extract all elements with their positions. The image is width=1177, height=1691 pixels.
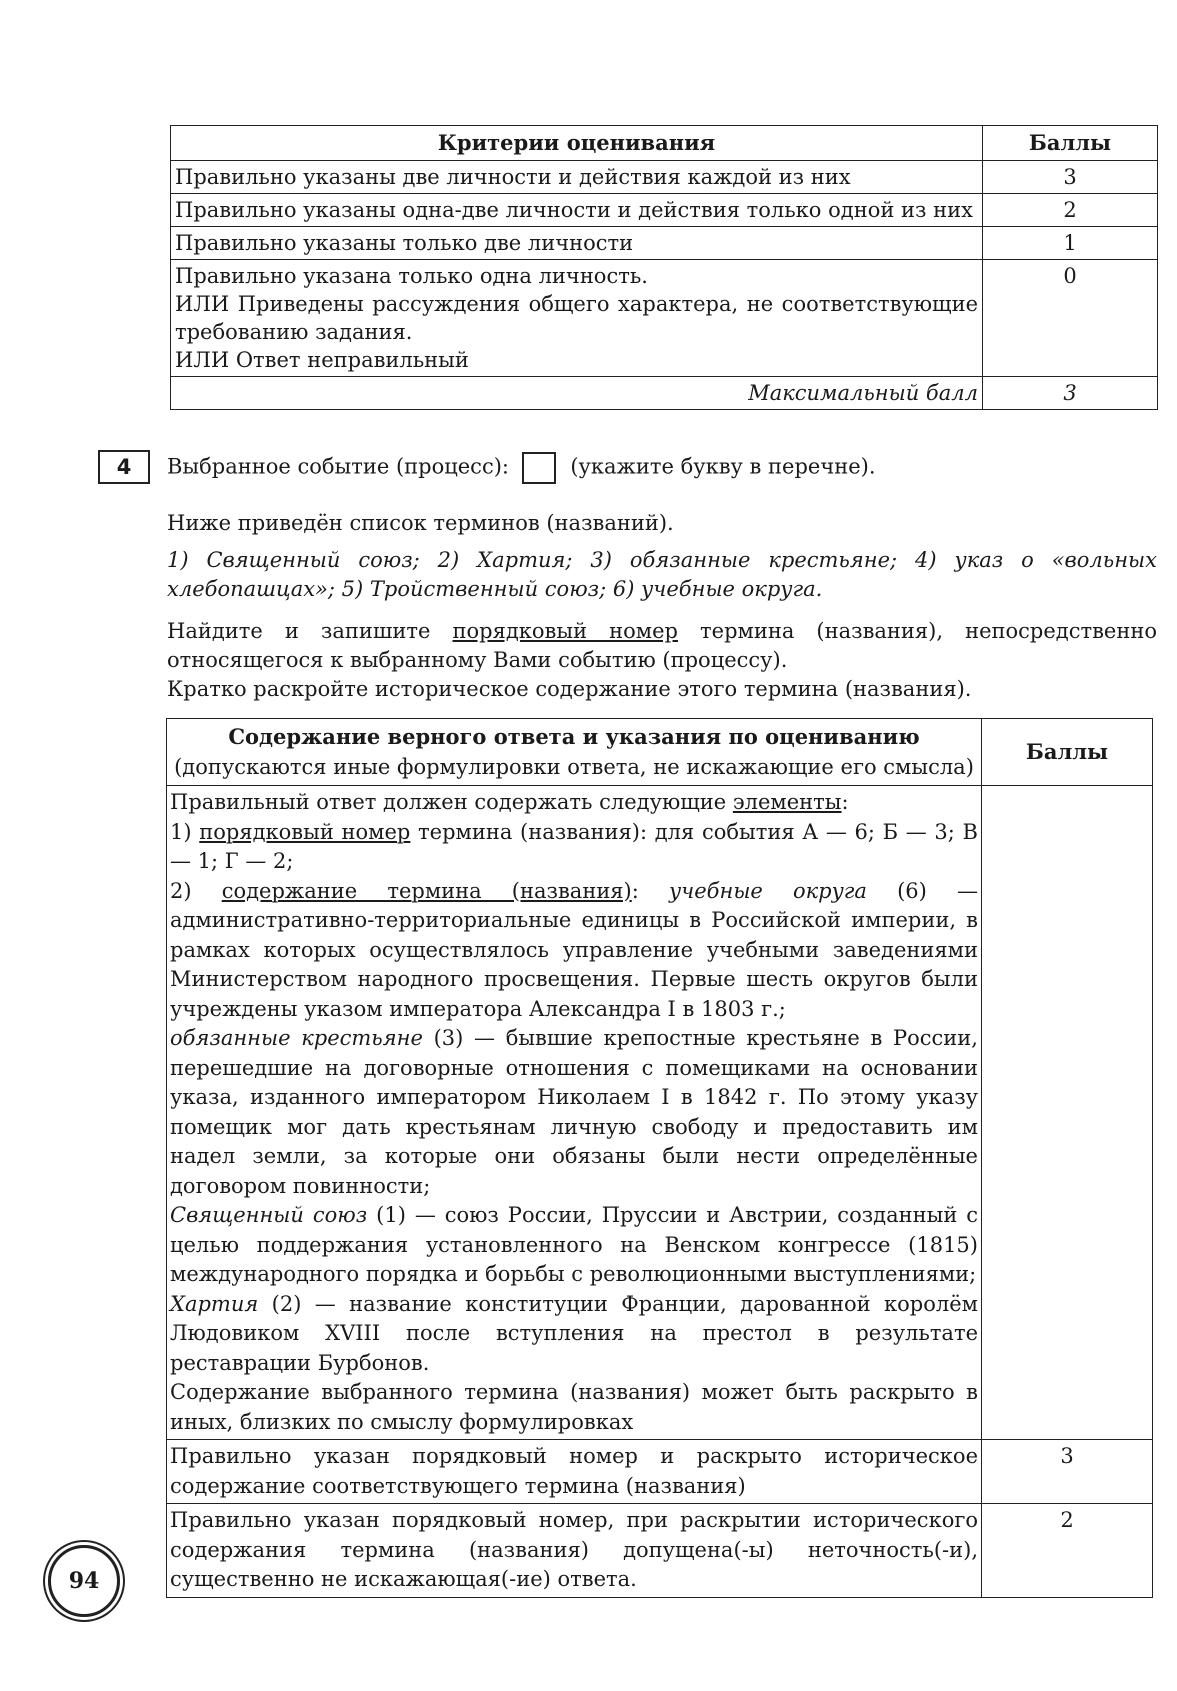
term-text: (6) — административно-территориальные единицы в Российской империи, в рамках которых осуществлялось управление учебными заведениями Министерством народного просвещения. Первые шесть округов были учреждены указом императора Александра I в 1803 г.; [170,878,979,1021]
criteria-row [171,260,1158,377]
scoring-row [167,1504,1153,1598]
criteria-row [171,227,1158,260]
task-number-box: 4 [98,450,150,484]
item-colon: : [631,878,639,903]
term-name: Хартия [170,1291,259,1316]
term-text: (3) — бывшие крепостные крестьяне в России, перешедшие на договорные отношения с помещиками на основании указа, изданного императором Николаем I в 1842 г. По этому указу помещик мог дать крестьянам личную свободу и предоставить им надел земли, за которые они обязаны были нести определённые договором повинности; [170,1026,978,1198]
scoring-text: Правильно указан порядковый номер, при раскрытии исторического содержания термина (названия) допущена(-ы) неточность(-и), существенно не искажающая(-ие) ответа. [167,1504,982,1598]
answer-content [167,786,982,1440]
scoring-text: Правильно указан порядковый номер и раскрыто историческое содержание соответствующего термина (названия) [167,1440,982,1504]
answer-content-points [982,786,1153,1440]
term-definition [170,1290,978,1379]
max-score-label: Максимальный балл [171,377,983,410]
criteria-header: Критерии оценивания [171,126,983,161]
points-header: Баллы [983,126,1158,161]
item-text: термина (названия): для события А — 6; Б — 3; В — 1; Г — 2; [170,819,978,873]
item-number: 2) [170,878,192,903]
answer-points-header: Баллы [982,719,1153,786]
scoring-row [167,1440,1153,1504]
term-definition [170,1201,978,1290]
answer-intro [170,788,978,818]
selected-event-hint: (укажите букву в перечне). [570,454,876,479]
selected-event-line [167,452,1157,484]
event-letter-box[interactable] [522,452,556,484]
term-name: учебные округа [669,878,867,903]
criteria-row [171,161,1158,194]
scoring-points: 2 [982,1504,1153,1598]
terms-list: 1) Священный союз; 2) Хартия; 3) обязанные крестьяне; 4) указ о «вольных хлебопашцах»; 5) Тройственный союз; 6) учебные округа. [167,548,1157,601]
criteria-points: 1 [983,227,1158,260]
page-number: 94 [48,1545,120,1617]
instruction-underlined: порядковый номер [452,619,678,643]
criteria-row [171,194,1158,227]
max-score-row [171,377,1158,410]
answer-closing: Содержание выбранного термина (названия) может быть раскрыто в иных, близких по смыслу формулировках [170,1380,978,1434]
instruction-text: Найдите и запишите [167,619,431,643]
criteria-points: 0 [983,260,1158,377]
term-text: (1) — союз России, Пруссии и Австрии, созданный с целью поддержания установленного на Венском конгрессе (1815) международного порядка и борьбы с революционными выступлениями; [170,1203,978,1286]
instruction-text: термина (названия), непосредственно относящегося к выбранному Вами событию (процессу). [167,619,1157,672]
item-number: 1) [170,819,192,844]
answer-intro-colon: : [841,790,849,814]
term-definition [170,1024,978,1201]
answer-intro-underlined: элементы [732,790,842,814]
term-name: Священный союз [170,1203,368,1227]
criteria-line: ИЛИ Ответ неправильный [175,348,469,372]
answer-header-note: (допускаются иные формулировки ответа, не искажающие его смысла) [174,754,974,779]
criteria-points: 3 [983,161,1158,194]
item-underlined: содержание термина (названия) [221,878,632,903]
selected-event-label: Выбранное событие (процесс): [167,454,509,479]
criteria-text: Правильно указаны одна-две личности и действия только одной из них [171,194,983,227]
term-text: (2) — название конституции Франции, дарованной королём Людовиком XVIII после вступления на престол в результате реставрации Бурбонов. [170,1291,978,1375]
term-name: обязанные крестьяне [170,1026,423,1050]
answer-item-1 [170,818,978,877]
item-underlined: порядковый номер [199,819,411,844]
answer-header [167,719,982,786]
answer-table [166,718,1153,1598]
answer-header-title: Содержание верного ответа и указания по оцениванию [228,724,920,749]
answer-content-row [167,786,1153,1440]
criteria-line: Правильно указана только одна личность. [175,264,648,288]
answer-header-row [167,719,1153,786]
list-intro: Ниже приведён список терминов (названий). [167,511,674,535]
criteria-points: 2 [983,194,1158,227]
max-score-value: 3 [983,377,1158,410]
criteria-text-multiline [171,260,983,377]
scoring-points: 3 [982,1440,1153,1504]
answer-intro-text: Правильный ответ должен содержать следующие [170,790,727,814]
instruction-reveal: Кратко раскройте историческое содержание этого термина (названия). [167,677,972,701]
criteria-text: Правильно указаны две личности и действия каждой из них [171,161,983,194]
criteria-table [170,125,1158,410]
criteria-text: Правильно указаны только две личности [171,227,983,260]
instruction-find [167,617,1157,675]
answer-item-2 [170,877,978,1025]
criteria-line: ИЛИ Приведены рассуждения общего характера, не соответствующие требованию задания. [175,292,978,344]
criteria-header-row [171,126,1158,161]
